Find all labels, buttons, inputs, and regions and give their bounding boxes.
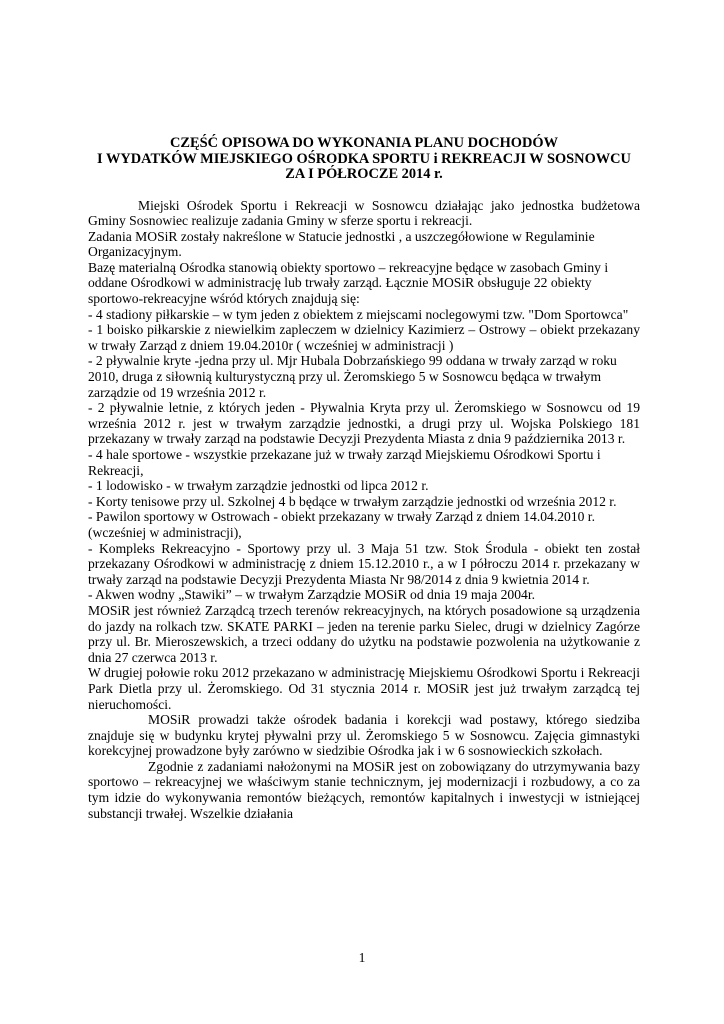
paragraph: - Korty tenisowe przy ul. Szkolnej 4 b będące w trwałym zarządzie jednostki od września 2012 r. [88, 493, 617, 509]
paragraph: - 1 lodowisko - w trwałym zarządzie jednostki od lipca 2012 r. [88, 478, 429, 494]
paragraph: Bazę materialną Ośrodka stanowią obiekty sportowo – rekreacyjne będące w zasobach Gminy i oddane Ośrodkowi w administrację lub trwały zarząd. Łącznie MOSiR obsługuje 22 obiekty sportowo-rekreacyjne wśród których znajdują się: [88, 259, 609, 307]
title-line-1: CZĘŚĆ OPISOWA DO WYKONANIA PLANU DOCHODÓW [170, 135, 558, 151]
paragraph: - 1 boisko piłkarskie z niewielkim zapleczem w dzielnicy Kazimierz – Ostrowy – obiekt przekazany w trwały Zarząd z dniem 19.04.2010r ( wcześniej w administracji ) [88, 322, 640, 353]
paragraph: - 4 hale sportowe - wszystkie przekazane już w trwały zarząd Miejskiemu Ośrodkowi Sportu i Rekreacji, [88, 447, 601, 478]
page-number: 1 [358, 950, 366, 965]
paragraph: Zgodnie z zadaniami nałożonymi na MOSiR jest on zobowiązany do utrzymywania bazy sportowo – rekreacyjnej we właściwym stanie technicznym, jej modernizacji i rozbudowy, a co za tym idzie do wykonywania remontów bieżących, remontów kapitalnych i inwestycji w istniejącej substancji trwałej. Wszelkie działania [88, 758, 640, 821]
paragraph: - Kompleks Rekreacyjno - Sportowy przy ul. 3 Maja 51 tzw. Stok Środula - obiekt ten został przekazany Ośrodkowi w administrację z dniem 15.12.2010 r., a w I półroczu 2014 r. przekazany w trwały zarząd na podstawie Decyzji Prezydenta Miasta Nr 98/2014 z dnia 9 kwietnia 2014 r. [88, 540, 640, 587]
paragraph: W drugiej połowie roku 2012 przekazano w administrację Miejskiemu Ośrodkowi Sportu i Rekreacji Park Dietla przy ul. Żeromskiego. Od 31 stycznia 2014 r. MOSiR jest już trwałym zarządcą tej nieruchomości. [88, 665, 640, 712]
paragraph: Zadania MOSiR zostały nakreślone w Statucie jednostki , a uszczegółowione w Regulaminie Organizacyjnym. [88, 228, 595, 260]
document-title [88, 136, 640, 183]
paragraph: - 4 stadiony piłkarskie – w tym jeden z obiektem z miejscami noclegowymi tzw. "Dom Sportowca" [88, 306, 629, 322]
paragraph: - 2 pływalnie letnie, z których jeden - Pływalnia Kryta przy ul. Żeromskiego w Sosnowcu od 19 września 2012 r. jest w trwałym zarządzie jednostki, a drugi przy ul. Wojska Polskiego 181 przekazany w trwały zarząd na podstawie Decyzji Prezydenta Miasta z dnia 9 października 2013 r. [88, 400, 640, 447]
paragraph: - Pawilon sportowy w Ostrowach - obiekt przekazany w trwały Zarząd z dniem 14.04.2010 r. (wcześniej w administracji), [88, 509, 595, 540]
document-page [88, 136, 640, 821]
paragraph: - Akwen wodny „Stawiki” – w trwałym Zarządzie MOSiR od dnia 19 maja 2004r. [88, 587, 535, 603]
title-line-3: ZA I PÓŁROCZE 2014 r. [285, 166, 443, 182]
document-body [88, 198, 640, 822]
paragraph: MOSiR jest również Zarządcą trzech terenów rekreacyjnych, na których posadowione są urządzenia do jazdy na rolkach tzw. SKATE PARKI – jeden na terenie parku Sielec, drugi w dzielnicy Zagórze przy ul. Br. Mieroszewskich, a trzeci oddany do użytku na podstawie pozwolenia na użytkowanie z dnia 27 czerwca 2013 r. [88, 602, 640, 665]
title-line-2: I WYDATKÓW MIEJSKIEGO OŚRODKA SPORTU i REKREACJI W SOSNOWCU [97, 150, 631, 167]
paragraph: - 2 pływalnie kryte -jedna przy ul. Mjr Hubala Dobrzańskiego 99 oddana w trwały zarząd w roku 2010, druga z siłownią kulturystyczną przy ul. Żeromskiego 5 w Sosnowcu będąca w trwałym zarządzie od 19 września 2012 r. [88, 353, 617, 400]
paragraph: Miejski Ośrodek Sportu i Rekreacji w Sosnowcu działając jako jednostka budżetowa Gminy Sosnowiec realizuje zadania Gminy w sferze sportu i rekreacji. [88, 197, 640, 229]
paragraph: MOSiR prowadzi także ośrodek badania i korekcji wad postawy, którego siedziba znajduje się w budynku krytej pływalni przy ul. Żeromskiego 5 w Sosnowcu. Zajęcia gimnastyki korekcyjnej prowadzone były zarówno w siedzibie Ośrodka jak i w 6 sosnowieckich szkołach. [88, 712, 640, 759]
